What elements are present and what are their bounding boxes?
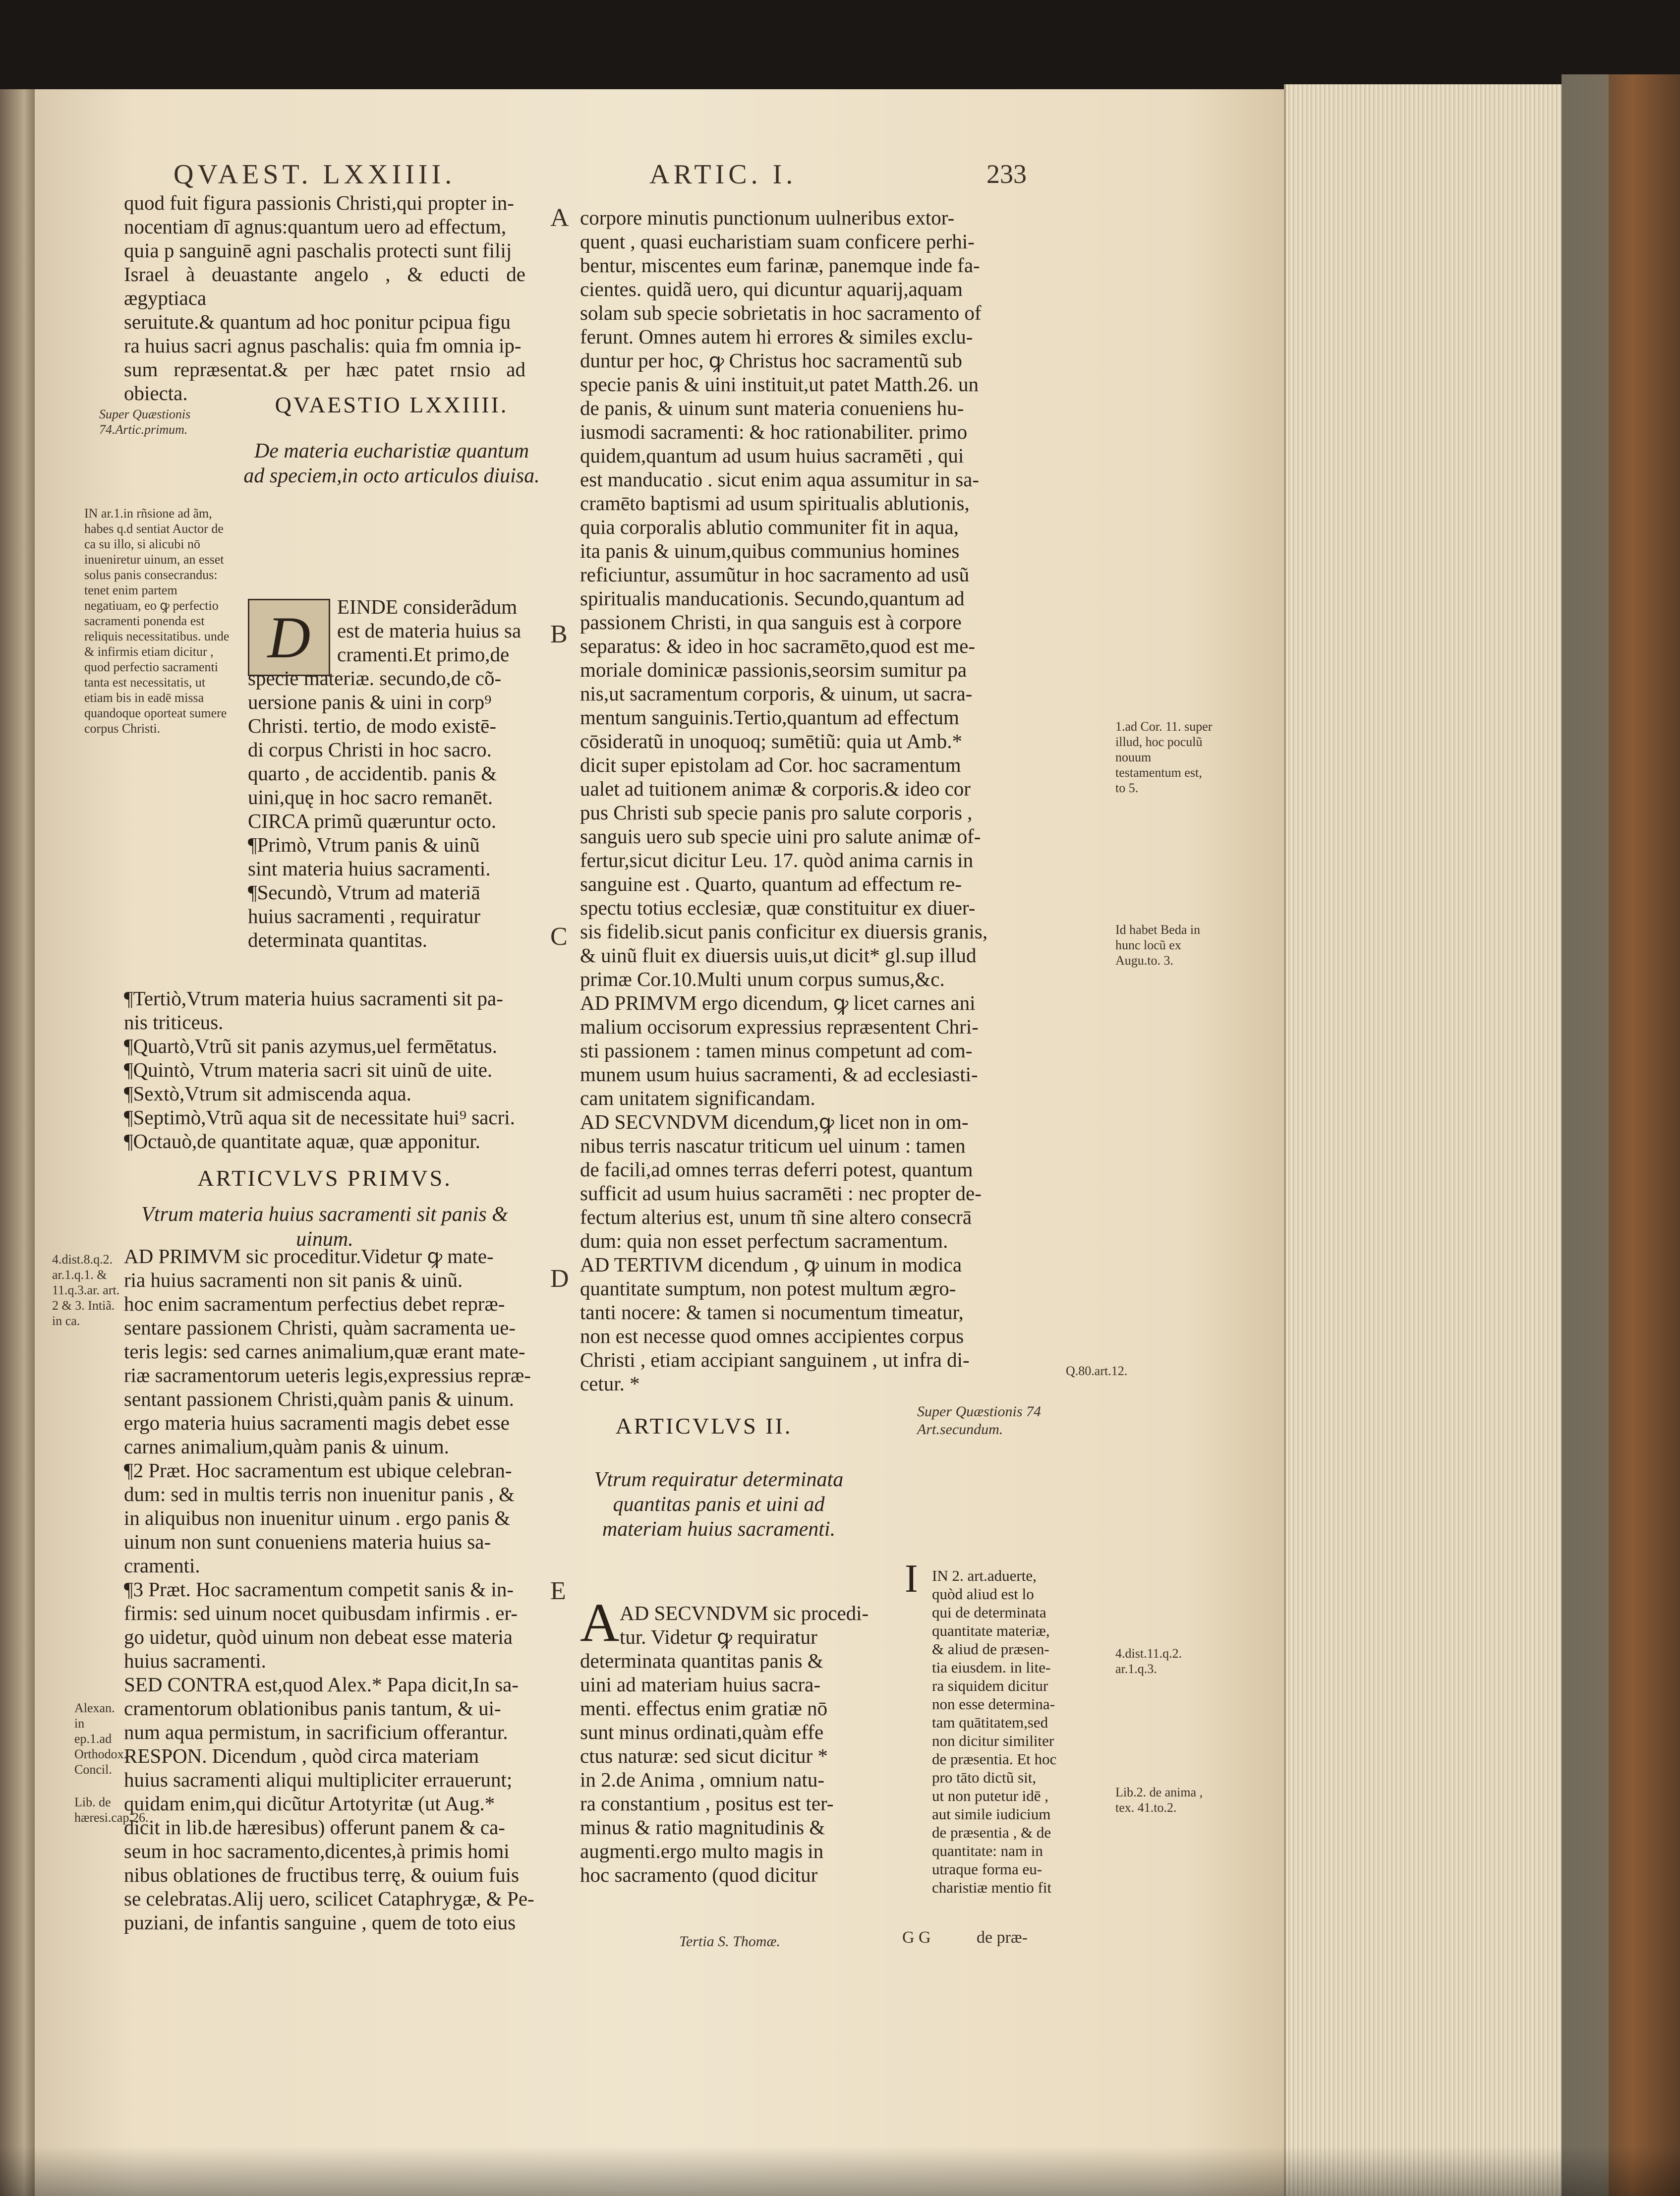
text-line: tur. Videtur ꝙ requiratur bbox=[620, 1625, 817, 1648]
text-line: sanguis uero sub specie uini pro salute animæ of- bbox=[580, 825, 981, 848]
margin-note-left-1: IN ar.1.in rñsione ad ãm, habes q.d sentiat Auctor de ca su illo, si alicubi nō inueniretur uinum, an esset solus panis consecrandus: tenet enim partem negatiuam, eo ꝙ perfectio sacramenti ponenda est reliquis necessitatibus. unde & infirmis etiam dicitur , quod perfectio sacramenti tanta est necessitatis, ut etiam bis in eadē missa quandoque oporteat sumere corpus Christi. bbox=[84, 506, 230, 736]
text-line: mentum sanguinis.Tertio,quantum ad effectum bbox=[580, 706, 959, 729]
text-line: sti passionem : tamen minus competunt ad com- bbox=[580, 1039, 973, 1062]
right-column-body bbox=[580, 206, 1105, 1395]
section-letter-e: E bbox=[550, 1577, 566, 1605]
text-line: & uinũ fluit ex diuersis uuis,ut dicit* gl.sup illud bbox=[580, 944, 977, 967]
text-line: sunt minus ordinati,quàm effe bbox=[580, 1721, 824, 1743]
article-2-note-body bbox=[932, 1566, 1081, 1897]
left-column-top bbox=[124, 191, 525, 405]
article-2-note-initial: I bbox=[905, 1557, 918, 1601]
text-line: AD SECVNDVM sic procedi- bbox=[620, 1602, 869, 1624]
text-line: nibus terris nascatur triticum uel uinum : tamen bbox=[580, 1134, 966, 1157]
text-line: num aqua permistum, in sacrificium offerantur. bbox=[124, 1721, 508, 1743]
text-line: quòd aliud est lo bbox=[932, 1585, 1034, 1603]
text-line: di corpus Christi in hoc sacro. bbox=[248, 738, 492, 761]
section-letter-d: D bbox=[550, 1265, 569, 1293]
running-head-right: ARTIC. I. bbox=[649, 159, 797, 190]
text-line: cōsideratũ in unoquoq; sumētiũ: quia ut Amb.* bbox=[580, 730, 962, 752]
text-line: uersione panis & uini in corp⁹ bbox=[248, 691, 492, 713]
text-line: in aliquibus non inuenitur uinum . ergo panis & bbox=[124, 1506, 511, 1529]
text-line: non esse determina- bbox=[932, 1695, 1055, 1713]
text-line: sis fidelib.sicut panis conficitur ex diuersis granis, bbox=[580, 920, 988, 943]
text-line: firmis: sed uinum nocet quibusdam infirmis . er- bbox=[124, 1602, 518, 1624]
text-line: huius sacramenti. bbox=[124, 1649, 266, 1672]
text-line: determinata quantitas. bbox=[248, 928, 428, 951]
text-line: ¶3 Præt. Hoc sacramentum competit sanis & in- bbox=[124, 1578, 514, 1601]
text-line: sum repræsentat.& per hæc patet rnsio ad obiecta. bbox=[124, 358, 525, 405]
text-line: quidam enim,qui dicũtur Artotyritæ (ut Aug.* bbox=[124, 1792, 495, 1815]
text-line: carnes animalium,quàm panis & uinum. bbox=[124, 1435, 449, 1458]
article-heading: ARTICVLVS PRIMVS. bbox=[197, 1165, 452, 1191]
text-line: quod fuit figura passionis Christi,qui propter in- bbox=[124, 191, 514, 214]
text-line: cientes. quidã uero, qui dicuntur aquarij,aquam bbox=[580, 278, 963, 300]
text-line: ferunt. Omnes autem hi errores & similes exclu- bbox=[580, 325, 973, 348]
text-line: cetur. * bbox=[580, 1372, 640, 1395]
running-head-left: QVAEST. LXXIIII. bbox=[174, 159, 456, 190]
text-line: ra constantium , positus est ter- bbox=[580, 1792, 834, 1815]
text-line: nocentiam dī agnus:quantum uero ad effectum, bbox=[124, 215, 507, 238]
text-line: duntur per hoc, ꝙ Christus hoc sacramentũ sub bbox=[580, 349, 962, 372]
section-letter-c: C bbox=[550, 923, 568, 951]
text-line: sentant passionem Christi,quàm panis & uinum. bbox=[124, 1387, 514, 1410]
text-line: cramenti.Et primo,de bbox=[337, 643, 510, 666]
text-line: Israel à deuastante angelo , & educti de ægyptiaca bbox=[124, 263, 525, 309]
text-line: solam sub specie sobrietatis in hoc sacramento of bbox=[580, 301, 982, 324]
margin-note-left-4: Lib. de hæresi.cap.26. bbox=[74, 1795, 149, 1825]
text-line: augmenti.ergo multo magis in bbox=[580, 1840, 824, 1862]
text-line: corpore minutis punctionum uulneribus extor- bbox=[580, 206, 955, 229]
text-line: AD PRIMVM ergo dicendum, ꝙ licet carnes ani bbox=[580, 991, 976, 1014]
left-column-article-body bbox=[124, 1244, 535, 1934]
text-line: dicit super epistolam ad Cor. hoc sacramentum bbox=[580, 753, 961, 776]
text-line: ergo materia huius sacramenti magis debet esse bbox=[124, 1411, 510, 1434]
article-2-subtitle: Vtrum requiratur determinata quantitas panis et uini ad materiam huius sacramenti. bbox=[594, 1468, 844, 1541]
text-line: specie panis & uini instituit,ut patet Matth.26. un bbox=[580, 373, 979, 396]
text-line: SED CONTRA est,quod Alex.* Papa dicit,In sa- bbox=[124, 1673, 519, 1696]
margin-note-left-2: 4.dist.8.q.2. ar.1.q.1. & 11.q.3.ar. art. 2 & 3. Intiã. in ca. bbox=[52, 1252, 120, 1328]
text-line: ¶Secundò, Vtrum ad materiā bbox=[248, 881, 480, 904]
text-line: hoc sacramento (quod dicitur bbox=[580, 1863, 818, 1886]
text-line: cramenti. bbox=[124, 1554, 200, 1577]
text-line: bentur, miscentes eum farinæ, panemque inde fa- bbox=[580, 254, 980, 277]
text-line: pro tāto dictũ sit, bbox=[932, 1769, 1037, 1786]
margin-note-right-5: Lib.2. de anima , tex. 41.to.2. bbox=[1115, 1785, 1203, 1815]
text-line: nibus oblationes de fructibus terrę, & ouium fuis bbox=[124, 1863, 520, 1886]
previous-page-edge bbox=[0, 89, 35, 2196]
text-line: nis triticeus. bbox=[124, 1011, 224, 1034]
question-note: Super Quæstionis 74.Artic.primum. bbox=[99, 407, 191, 437]
text-line: sanguine est . Quarto, quantum ad effectum re- bbox=[580, 872, 962, 895]
text-line: munem usum huius sacramenti, & ad ecclesiasti- bbox=[580, 1063, 978, 1086]
text-line: nis,ut sacramentum corporis, & uinum, ut sacra- bbox=[580, 682, 973, 705]
text-line: ut non putetur idē , bbox=[932, 1787, 1049, 1804]
text-line: EINDE considerãdum bbox=[337, 595, 518, 618]
margin-note-right-3: Q.80.art.12. bbox=[1066, 1364, 1128, 1378]
text-line: ¶Primò, Vtrum panis & uinũ bbox=[248, 833, 480, 856]
text-line: malium occisorum expressius repræsentent Chri- bbox=[580, 1015, 979, 1038]
text-line: de facili,ad omnes terras deferri potest, quantum bbox=[580, 1158, 973, 1181]
text-line: moriale dominicæ passionis,seorsim sumitur pa bbox=[580, 658, 967, 681]
text-line: huius sacramenti aliqui multipliciter errauerunt; bbox=[124, 1768, 513, 1791]
text-line: dicit in lib.de hæresibus) offerunt panem & ca- bbox=[124, 1816, 505, 1839]
signature-mark: G G bbox=[902, 1928, 931, 1947]
margin-note-right-2: Id habet Beda in hunc locũ ex Augu.to. 3. bbox=[1115, 923, 1201, 968]
text-line: & aliud de præsen- bbox=[932, 1640, 1049, 1658]
text-line: cramentorum oblationibus panis tantum, & ui- bbox=[124, 1697, 501, 1720]
text-line: cramēto baptismi ad usum spiritualis ablutionis, bbox=[580, 492, 970, 515]
left-column-articles-list bbox=[124, 986, 525, 1153]
article-subtitle: Vtrum materia huius sacramenti sit panis & uinum. bbox=[141, 1203, 508, 1251]
text-line: ¶2 Præt. Hoc sacramentum est ubique celebran- bbox=[124, 1459, 512, 1482]
text-line: pus Christi sub specie panis pro salute corporis , bbox=[580, 801, 973, 824]
text-line: passionem Christi, in qua sanguis est à corpore bbox=[580, 611, 962, 634]
text-line: ualet ad tuitionem animæ & corporis.& ideo cor bbox=[580, 777, 971, 800]
text-line: separatus: & ideo in hoc sacramēto,quod est me- bbox=[580, 635, 975, 657]
text-line: ra siquidem dicitur bbox=[932, 1677, 1048, 1694]
text-line: charistiæ mentio fit bbox=[932, 1879, 1052, 1896]
text-line: uini ad materiam huius sacra- bbox=[580, 1673, 820, 1696]
text-line: CIRCA primũ quæruntur octo. bbox=[248, 809, 497, 832]
text-line: de panis, & uinum sunt materia conueniens hu- bbox=[580, 397, 964, 419]
text-line: quia corporalis ablutio communiter fit in aqua, bbox=[580, 516, 959, 538]
question-subtitle: De materia eucharistiæ quantum ad speciem,in octo articulos diuisa. bbox=[243, 440, 540, 487]
text-line: iusmodi sacramenti: & hoc rationabiliter. primo bbox=[580, 420, 968, 443]
text-line: minus & ratio magnitudinis & bbox=[580, 1816, 825, 1839]
text-line: aut simile iudicium bbox=[932, 1805, 1051, 1823]
signature-line: Tertia S. Thomæ. bbox=[679, 1933, 780, 1950]
text-line: teris legis: sed carnes animalium,quæ erant mate- bbox=[124, 1340, 525, 1363]
text-line: ¶Quintò, Vtrum materia sacri sit uinũ de uite. bbox=[124, 1058, 493, 1081]
text-line: quantitate materiæ, bbox=[932, 1622, 1050, 1639]
text-line: uini,quę in hoc sacro remanēt. bbox=[248, 786, 493, 809]
text-line: quarto , de accidentib. panis & bbox=[248, 762, 497, 785]
article-2-heading: ARTICVLVS II. bbox=[615, 1413, 793, 1439]
text-line: quia p sanguinē agni paschalis protecti sunt filij bbox=[124, 239, 512, 262]
text-line: in 2.de Anima , omnium natu- bbox=[580, 1768, 825, 1791]
margin-note-right-1: 1.ad Cor. 11. super illud, hoc poculũ nouum testamentum est, to 5. bbox=[1115, 719, 1213, 795]
text-line: non dicitur similiter bbox=[932, 1732, 1054, 1749]
text-line: spiritualis manducationis. Secundo,quantum ad bbox=[580, 587, 965, 610]
text-line: determinata quantitas panis & bbox=[580, 1649, 823, 1672]
text-line: hoc enim sacramentum perfectius debet repræ- bbox=[124, 1292, 505, 1315]
text-line: fectum alterius est, unum tñ sine altero consecrā bbox=[580, 1206, 972, 1228]
text-line: ita panis & uinum,quibus communius homines bbox=[580, 539, 960, 562]
text-line: reficiuntur, assumũtur in hoc sacramento ad usũ bbox=[580, 563, 970, 586]
text-line: ¶Octauò,de quantitate aquæ, quæ apponitur. bbox=[124, 1130, 480, 1153]
text-line: AD SECVNDVM dicendum,ꝙ licet non in om- bbox=[580, 1110, 969, 1133]
text-line: seum in hoc sacramento,dicentes,à primis homi bbox=[124, 1840, 510, 1862]
text-line: ctus naturæ: sed sicut dicitur * bbox=[580, 1744, 828, 1767]
text-line: primæ Cor.10.Multi unum corpus sumus,&c. bbox=[580, 968, 945, 990]
text-line: qui de determinata bbox=[932, 1604, 1046, 1621]
text-line: huius sacramenti , requiratur bbox=[248, 905, 481, 927]
text-line: sint materia huius sacramenti. bbox=[248, 857, 491, 880]
text-line: specie materiæ. secundo,de cõ- bbox=[248, 667, 502, 690]
text-line: est de materia huius sa bbox=[337, 619, 521, 642]
text-line: sufficit ad usum huius sacramēti : nec propter de- bbox=[580, 1182, 982, 1205]
text-line: quantitate sumptum, non potest multum ægro- bbox=[580, 1277, 956, 1300]
text-line: AD TERTIVM dicendum , ꝙ uinum in modica bbox=[580, 1253, 962, 1276]
text-line: non est necesse quod omnes accipientes corpus bbox=[580, 1325, 964, 1347]
margin-note-right-4: 4.dist.11.q.2. ar.1.q.3. bbox=[1115, 1646, 1182, 1676]
text-line: tam quātitatem,sed bbox=[932, 1714, 1048, 1731]
text-line: quantitate: nam in bbox=[932, 1842, 1043, 1859]
text-line: ¶Sextò,Vtrum sit admiscenda aqua. bbox=[124, 1082, 411, 1105]
text-line: quidem,quantum ad usum huius sacramēti , qui bbox=[580, 444, 964, 467]
text-line: dum: sed in multis terris non inuenitur panis , & bbox=[124, 1483, 515, 1505]
text-line: se celebratas.Alij uero, scilicet Cataphrygæ, & Pe- bbox=[124, 1887, 534, 1910]
article-2-body bbox=[580, 1601, 897, 1887]
page-stack-edge bbox=[1284, 84, 1564, 2196]
text-line: fertur,sicut dicitur Leu. 17. quòd anima carnis in bbox=[580, 849, 974, 871]
dropcap-initial: D bbox=[248, 599, 330, 676]
text-line: spectu totius ecclesiæ, quæ constituitur ex diuer- bbox=[580, 896, 976, 919]
article-2-initial-a: A bbox=[580, 1592, 620, 1653]
text-line: go uidetur, quòd uinum non debeat esse materia bbox=[124, 1625, 513, 1648]
text-line: utraque forma eu- bbox=[932, 1860, 1043, 1878]
text-line: Christi , etiam accipiant sanguinem , ut infra di- bbox=[580, 1348, 970, 1371]
section-letter-b: B bbox=[550, 620, 568, 648]
text-line: ¶Septimò,Vtrũ aqua sit de necessitate hui⁹ sacri. bbox=[124, 1106, 515, 1129]
text-line: AD PRIMVM sic proceditur.Videtur ꝙ mate- bbox=[124, 1245, 494, 1268]
text-line: puziani, de infantis sanguine , quem de toto eius bbox=[124, 1911, 516, 1934]
text-line: uinum non sunt conueniens materia huius sa- bbox=[124, 1530, 491, 1553]
text-line: est manducatio . sicut enim aqua assumitur in sa- bbox=[580, 468, 980, 491]
text-line: ria huius sacramenti non sit panis & uinũ. bbox=[124, 1269, 463, 1291]
text-line: ¶Tertiò,Vtrum materia huius sacramenti sit pa- bbox=[124, 987, 503, 1010]
text-line: riæ sacramentorum ueteris legis,expressius repræ- bbox=[124, 1364, 531, 1387]
page-number: 233 bbox=[986, 159, 1027, 189]
question-heading: QVAESTIO LXXIIII. bbox=[275, 392, 509, 417]
section-letter-a: A bbox=[550, 204, 569, 232]
article-2-note-heading: Super Quæstionis 74 Art.secundum. bbox=[917, 1403, 1042, 1438]
spine-cloth bbox=[1562, 74, 1609, 2196]
text-line: dum: quia non esset perfectum sacramentum. bbox=[580, 1229, 948, 1252]
text-line: quent , quasi eucharistiam suam conficere perhi- bbox=[580, 230, 975, 253]
text-line: ra huius sacri agnus paschalis: quia fm omnia ip- bbox=[124, 334, 521, 357]
text-line: de præsentia. Et hoc bbox=[932, 1750, 1057, 1768]
left-column-intro bbox=[248, 595, 535, 952]
text-line: ¶Quartò,Vtrũ sit panis azymus,uel fermētatus. bbox=[124, 1035, 497, 1057]
text-line: tanti nocere: & tamen si nocumentum timeatur, bbox=[580, 1301, 964, 1324]
book-page bbox=[35, 89, 1284, 2196]
text-line: cam unitatem significandam. bbox=[580, 1087, 815, 1109]
text-line: IN 2. art.aduerte, bbox=[932, 1567, 1037, 1584]
text-line: Christi. tertio, de modo existē- bbox=[248, 714, 497, 737]
text-line: RESPON. Dicendum , quòd circa materiam bbox=[124, 1744, 479, 1767]
text-line: tia eiusdem. in lite- bbox=[932, 1659, 1051, 1676]
catchword: de præ- bbox=[977, 1928, 1028, 1947]
text-line: de præsentia , & de bbox=[932, 1824, 1051, 1841]
text-line: seruitute.& quantum ad hoc ponitur pcipua figu bbox=[124, 310, 511, 333]
text-line: sentare passionem Christi, quàm sacramenta ue- bbox=[124, 1316, 516, 1339]
margin-note-left-3: Alexan. in ep.1.ad Orthodox. Concil. bbox=[74, 1701, 127, 1777]
text-line: menti. effectus enim gratiæ nō bbox=[580, 1697, 828, 1720]
page-bottom-shadow bbox=[0, 2146, 1680, 2196]
